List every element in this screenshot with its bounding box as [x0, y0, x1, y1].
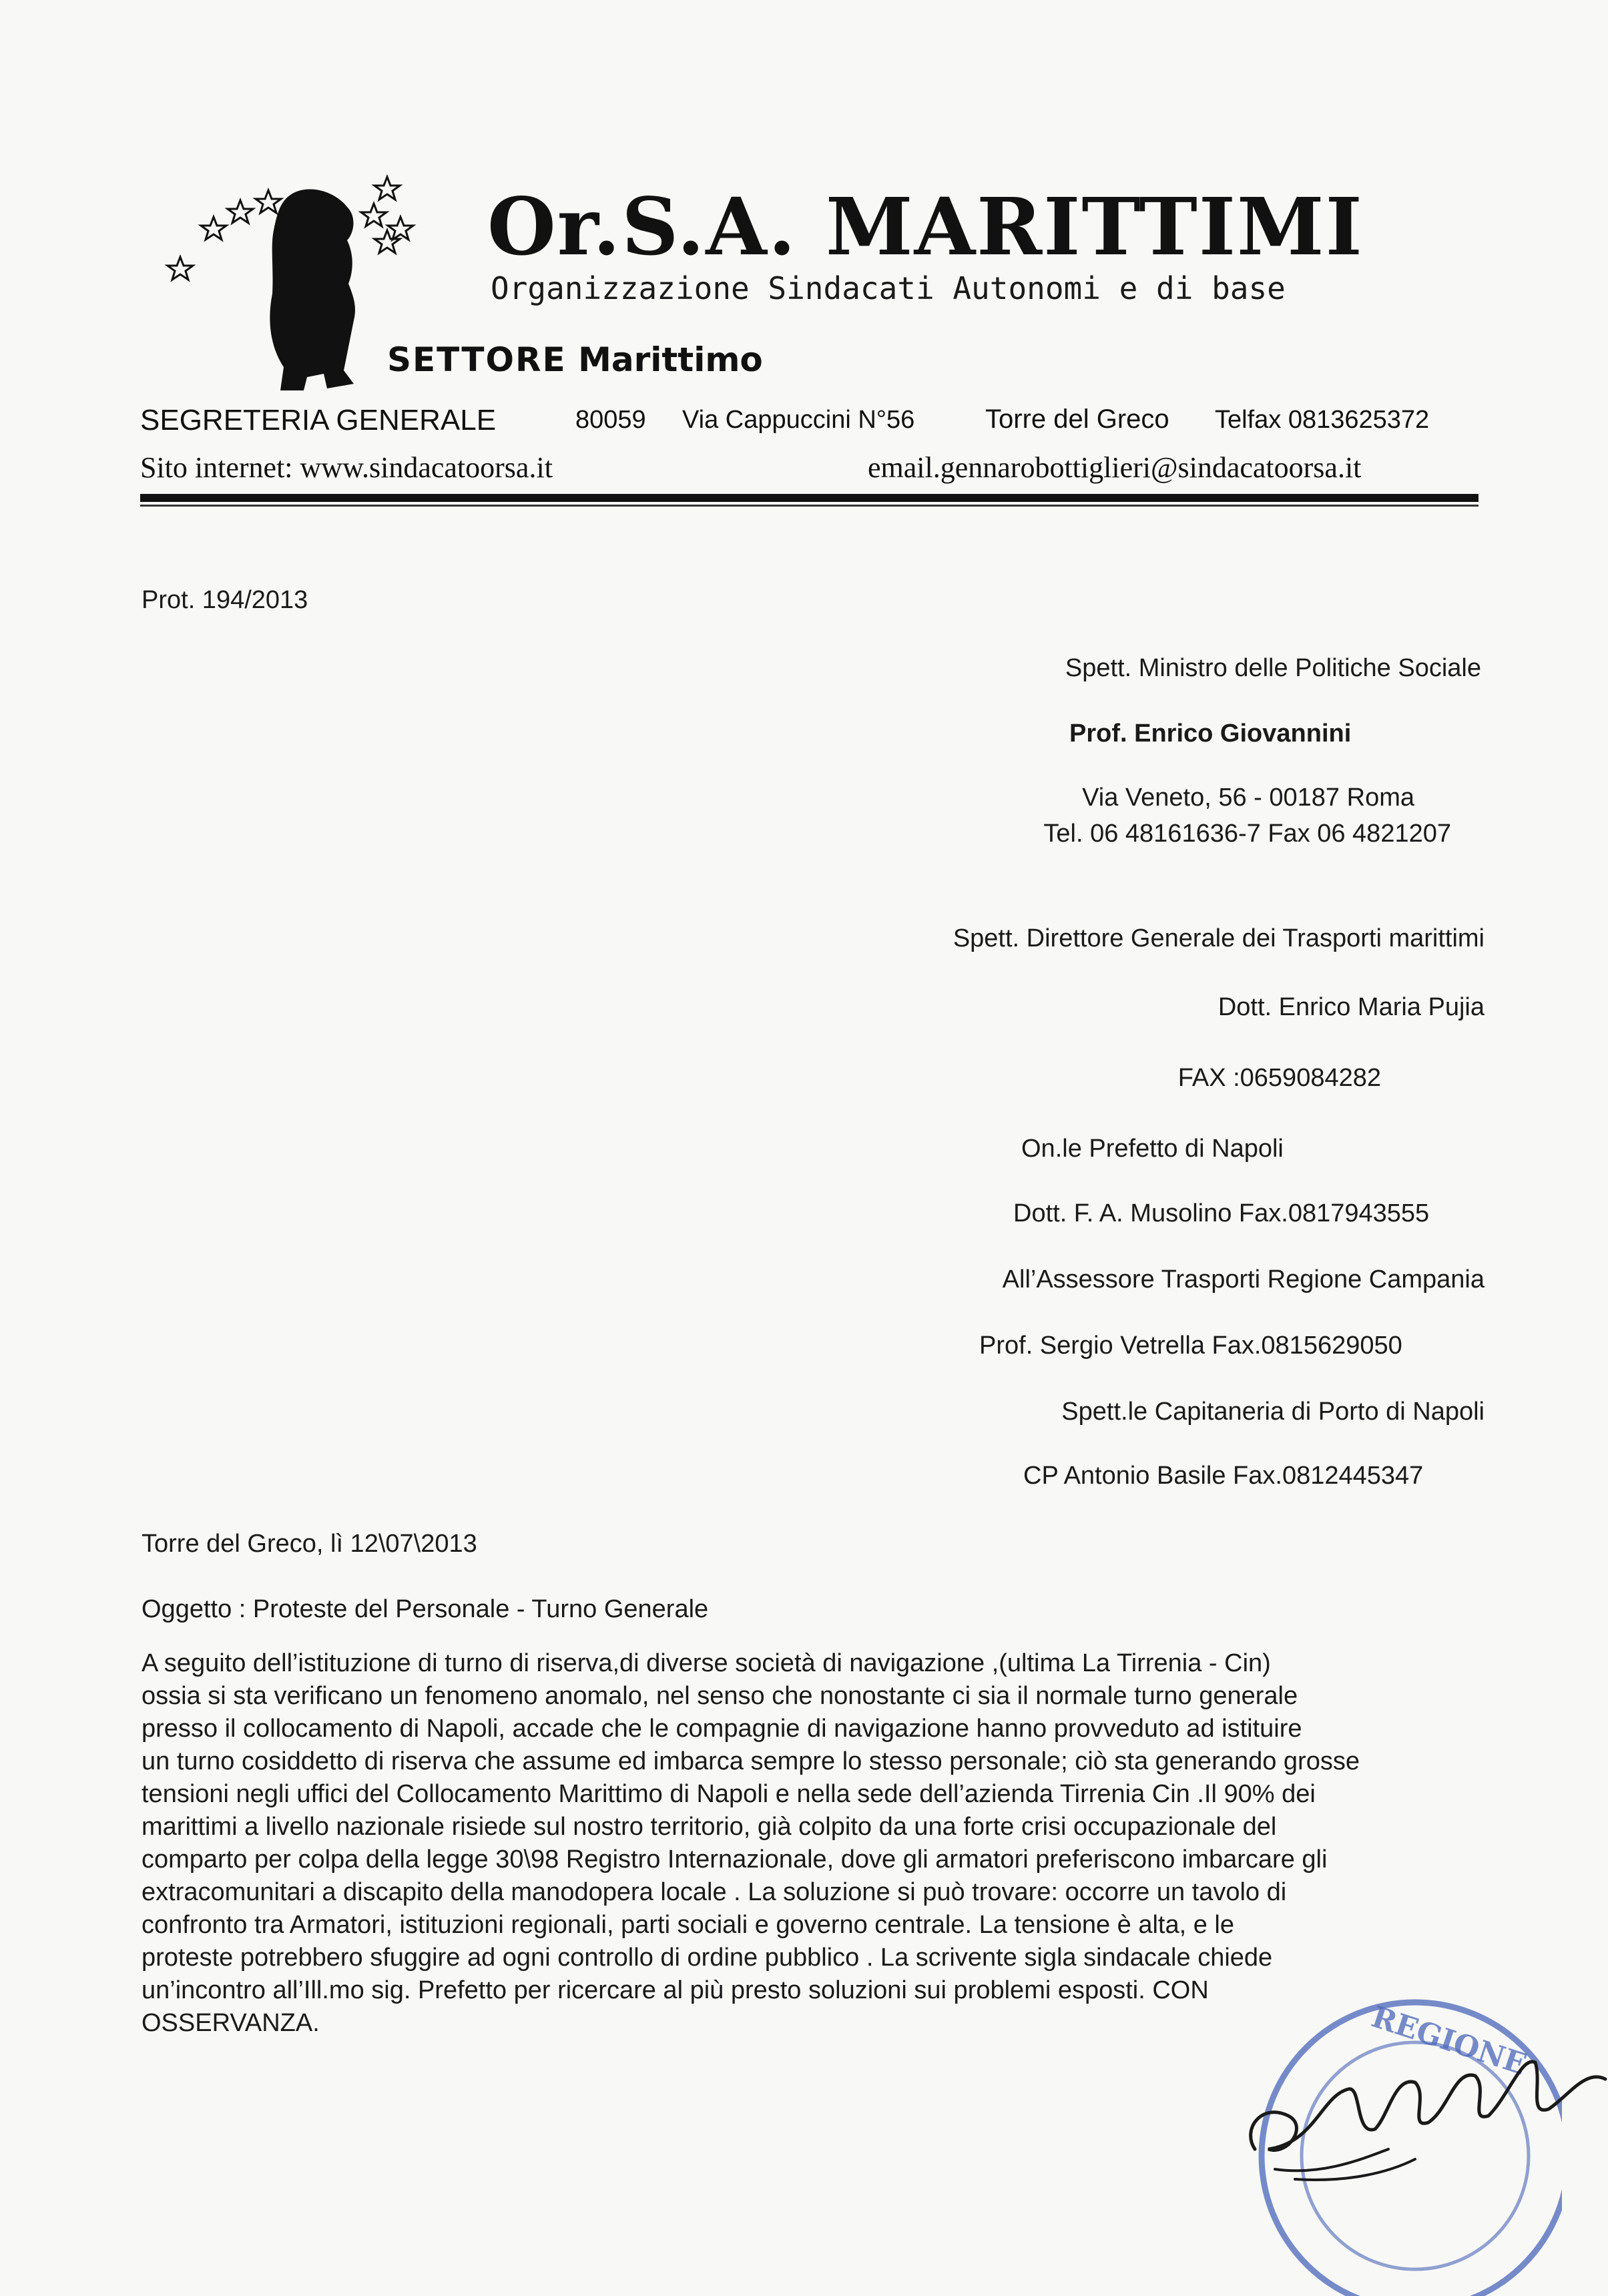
body-line: extracomunitari a discapito della manodopera locale . La soluzione si può trovare: occorre un tavolo di	[142, 1878, 1287, 1906]
recipient-2-title: Spett. Direttore Generale dei Trasporti marittimi	[953, 924, 1485, 952]
recipient-1-name: Prof. Enrico Giovannini	[1069, 720, 1352, 748]
place-date: Torre del Greco, lì 12\07\2013	[142, 1530, 477, 1558]
header-divider-thin	[140, 505, 1479, 507]
body-line: marittimi a livello nazionale risiede sul nostro territorio, già colpito da una forte crisi occupazionale del	[142, 1813, 1277, 1841]
sector-label	[387, 340, 763, 379]
street-address: Via Cappuccini N°56	[682, 406, 915, 434]
body-line: un’incontro all’Ill.mo sig. Prefetto per ricercare al più presto soluzioni sui problemi esposti. CON	[142, 1976, 1209, 2004]
segreteria-label: SEGRETERIA GENERALE	[140, 404, 497, 437]
body-line: un turno cosiddetto di riserva che assume ed imbarca sempre lo stesso personale; ciò sta generando grosse	[142, 1747, 1360, 1775]
recipient-1-phone: Tel. 06 48161636-7 Fax 06 4821207	[1043, 820, 1451, 848]
body-line: tensioni negli uffici del Collocamento Marittimo di Napoli e nella sede dell’azienda Tirrenia Cin .Il 90% dei	[142, 1780, 1316, 1808]
org-subtitle: Organizzazione Sindacati Autonomi e di base	[491, 270, 1286, 306]
telfax: Telfax 0813625372	[1215, 406, 1430, 434]
website: Sito internet: www.sindacatoorsa.it	[140, 451, 553, 484]
sector-tail: Marittimo	[566, 340, 763, 379]
postal-code: 80059	[575, 406, 646, 434]
protocol-number: Prot. 194/2013	[142, 586, 308, 614]
recipient-5-name: CP Antonio Basile Fax.0812445347	[1023, 1462, 1424, 1490]
body-line: confronto tra Armatori, istituzioni regionali, parti sociali e governo centrale. La tensione è alta, e le	[142, 1911, 1235, 1939]
stamp-text: REGIONE	[1367, 2000, 1531, 2082]
recipient-3-title: On.le Prefetto di Napoli	[1021, 1135, 1284, 1163]
body-line: proteste potrebbero sfuggire ad ogni controllo di ordine pubblico . La scrivente sigla sindacale chiede	[142, 1944, 1273, 1972]
city: Torre del Greco	[985, 404, 1169, 434]
recipient-1-address: Via Veneto, 56 - 00187 Roma	[1082, 784, 1414, 812]
signature	[1215, 2016, 1608, 2216]
body-line: A seguito dell’istituzione di turno di riserva,di diverse società di navigazione ,(ultima La Tirrenia - Cin)	[142, 1649, 1271, 1677]
recipient-1-title: Spett. Ministro delle Politiche Sociale	[1065, 654, 1481, 682]
body-line: ossia si sta verificano un fenomeno anomalo, nel senso che nonostante ci sia il normale turno generale	[142, 1682, 1298, 1710]
org-name: Or.S.A. MARITTIMI	[487, 180, 1364, 273]
body-line: OSSERVANZA.	[142, 2009, 320, 2037]
subject-line: Oggetto : Proteste del Personale - Turno Generale	[142, 1595, 709, 1623]
recipient-4-name: Prof. Sergio Vetrella Fax.0815629050	[979, 1332, 1402, 1360]
recipient-3-name: Dott. F. A. Musolino Fax.0817943555	[1013, 1199, 1430, 1227]
body-line: presso il collocamento di Napoli, accade che le compagnie di navigazione hanno provveduto ad istituire	[142, 1715, 1302, 1743]
recipient-4-title: All’Assessore Trasporti Regione Campania	[1002, 1265, 1485, 1294]
recipient-2-fax: FAX :0659084282	[1177, 1064, 1381, 1092]
recipient-2-name: Dott. Enrico Maria Pujia	[1218, 993, 1485, 1021]
header-divider	[140, 494, 1479, 502]
sector-head: SETTORE	[387, 340, 567, 379]
recipient-5-title: Spett.le Capitaneria di Porto di Napoli	[1061, 1398, 1485, 1426]
email: email.gennarobottiglieri@sindacatoorsa.it	[868, 451, 1362, 484]
body-line: comparto per colpa della legge 30\98 Registro Internazionale, dove gli armatori preferiscono imbarcare gli	[142, 1845, 1328, 1874]
